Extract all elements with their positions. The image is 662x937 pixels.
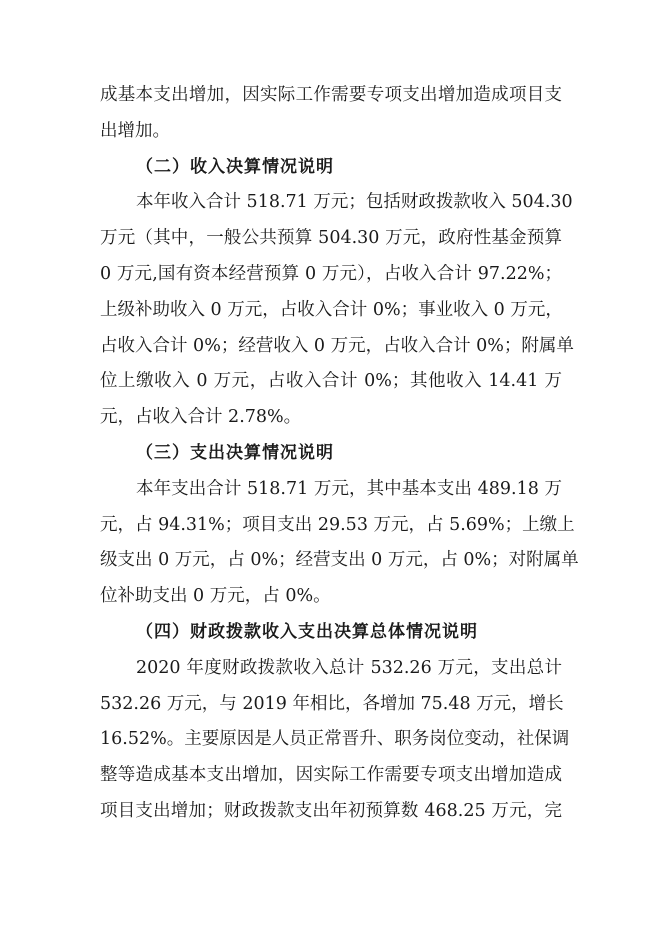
paragraph-line: 成基本支出增加，因实际工作需要专项支出增加造成项目支 xyxy=(100,85,562,105)
paragraph-line: 532.26 万元，与 2019 年相比，各增加 75.48 万元，增长 xyxy=(100,693,564,714)
document-page xyxy=(100,78,579,830)
paragraph-line: 0 万元,国有资本经营预算 0 万元），占收入合计 97.22%； xyxy=(100,263,562,284)
paragraph-line: 项目支出增加；财政拨款支出年初预算数 468.25 万元，完 xyxy=(100,800,562,821)
paragraph-line: 元，占收入合计 2.78%。 xyxy=(100,407,302,428)
paragraph-line: 2020 年度财政拨款收入总计 532.26 万元，支出总计 xyxy=(136,657,562,678)
section-heading-fiscal-summary: （四）财政拨款收入支出决算总体情况说明 xyxy=(136,621,478,642)
paragraph-line: 本年支出合计 518.71 万元，其中基本支出 489.18 万 xyxy=(136,478,562,499)
paragraph-line: 位补助支出 0 万元，占 0%。 xyxy=(100,586,331,607)
paragraph-line: 位上缴收入 0 万元，占收入合计 0%；其他收入 14.41 万 xyxy=(100,371,562,392)
paragraph-line: 本年收入合计 518.71 万元；包括财政拨款收入 504.30 xyxy=(136,192,573,213)
paragraph-line: 元，占 94.31%；项目支出 29.53 万元，占 5.69%；上缴上 xyxy=(100,514,575,535)
paragraph-line: 16.52%。主要原因是人员正常晋升、职务岗位变动，社保调 xyxy=(100,729,570,750)
paragraph-line: 万元（其中，一般公共预算 504.30 万元，政府性基金预算 xyxy=(100,228,562,249)
paragraph-line: 上级补助收入 0 万元，占收入合计 0%；事业收入 0 万元， xyxy=(100,299,563,320)
paragraph-line: 级支出 0 万元，占 0%；经营支出 0 万元，占 0%；对附属单 xyxy=(100,550,579,571)
paragraph-line: 整等造成基本支出增加，因实际工作需要专项支出增加造成 xyxy=(100,765,562,786)
paragraph-line: 出增加。 xyxy=(100,120,170,141)
paragraph-line: 占收入合计 0%；经营收入 0 万元，占收入合计 0%；附属单 xyxy=(100,335,574,356)
section-heading-income: （二）收入决算情况说明 xyxy=(136,156,334,177)
section-heading-expenditure: （三）支出决算情况说明 xyxy=(136,442,334,463)
